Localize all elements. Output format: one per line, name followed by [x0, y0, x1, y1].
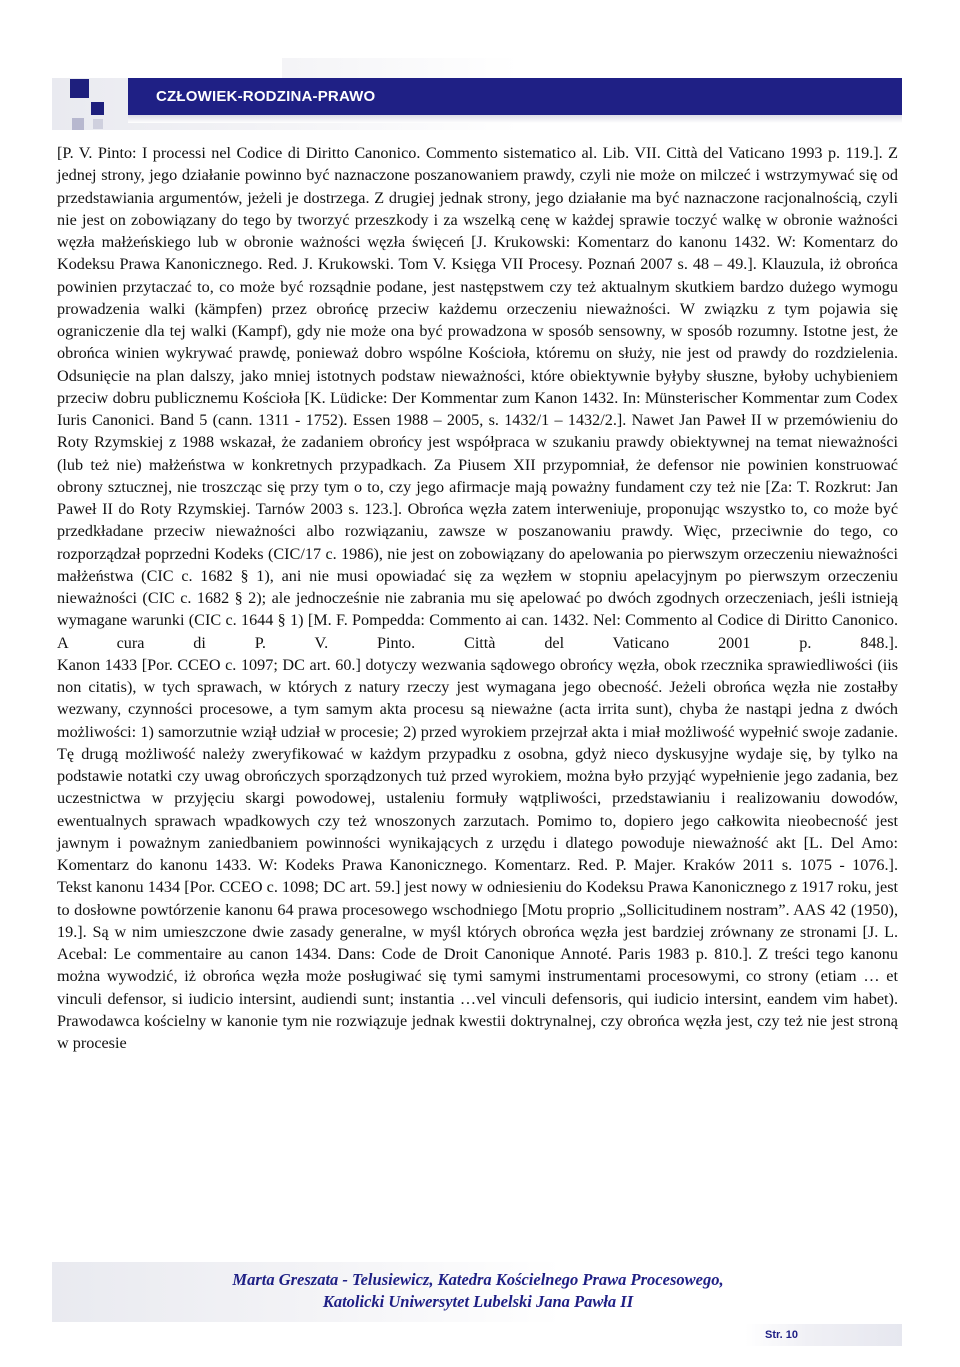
header-square-icon: [91, 102, 104, 115]
paragraph: Kanon 1433 [Por. CCEO c. 1097; DC art. 60.] dotyczy wezwania sądowego obrońcy węzła, obok rzecznika sprawiedliwości (iis non citatis), w tych sprawach, w których z natury rzeczy jest wymagana jego obecność. Jeżeli obrońca węzła nie zostałby wezwany, czynności procesowe, a tym samym akta procesu są nieważne (acta irrita sunt), chyba że nastąpi jedna z dwóch możliwości: 1) samorzutnie wziął udział w procesie; 2) przed wyrokiem przejrzał akta i miał możliwość wypełnić swoje zadanie. Tę drugą możliwość należy zweryfikować w każdym przypadku z osobna, gdyż nieco dyskusyjne wydaje się, by tylko na podstawie notatki czy uwag obrończych sporządzonych tuż przed wyrokiem, można było przyjąć wypełnienie jego zadania, bez uczestnictwa w przyjęciu skargi powodowej, ustaleniu formuły wątpliwości, przedstawianiu i realizowaniu dowodów, ewentualnych sprawach wpadkowych czy też wnoszonych zarzutach. Pomimo to, dopiero jego całkowita nieobecność jest jawnym i poważnym zaniedbaniem powinności wynikających z urzędu i dlatego powoduje nieważność akt [L. Del Amo: Komentarz do kanonu 1433. W: Kodeks Prawa Kanonicznego. Komentarz. Red. P. Majer. Kraków 2011 s. 1075 - 1076.].: [57, 655, 898, 874]
header-shadow: [128, 115, 902, 123]
footer-affiliation: Katolicki Uniwersytet Lubelski Jana Pawła II: [322, 1292, 634, 1311]
document-body: [57, 142, 898, 1054]
header-square-icon: [72, 118, 84, 130]
header-square-icon: [70, 79, 89, 98]
journal-title: CZŁOWIEK-RODZINA-PRAWO: [156, 88, 376, 105]
paragraph: Tekst kanonu 1434 [Por. CCEO c. 1098; DC art. 59.] jest nowy w odniesieniu do Kodeksu Prawa Kanonicznego z 1917 roku, jest to dosłowne powtórzenie kanonu 64 prawa procesowego wschodniego [Motu proprio „Sollicitudinem nostram”. AAS 42 (1950), 19.]. Są w nim umieszczone dwie zasady generalne, w myśl których obrońca węzła jest bardziej zrównany ze stronami [J. L. Acebal: Le commentaire au canon 1434. Dans: Code de Droit Canonique Annoté. Paris 1983 p. 810.]. Z treści tego kanonu można wywodzić, iż obrońca węzła może posługiwać się tymi samymi instrumentami procesowymi, co strony (etiam … et vinculi defensor, si iudicio intersint, audiendi sunt; instantia …vel vinculi defensoris, qui iudicio intersint, eandem vim habet). Prawodawca kościelny w kanonie tym nie rozwiązuje jednak kwestii doktrynalnej, czy obrońca węzła jest, czy też nie jest stroną w procesie: [57, 878, 898, 1052]
paragraph: [P. V. Pinto: I processi nel Codice di Diritto Canonico. Commento sistematico al. Lib. VII. Città del Vaticano 1993 p. 119.]. Z jednej strony, jego działanie powinno być naznaczone poszanowaniem prawdy, czyli nie może on milczeć i wstrzymywać się od przedstawiania argumentów, jeżeli je dostrzega. Z drugiej jednak strony, jego działanie ma być naznaczone racjonalnością, czyli nie jest on zobowiązany do tego by tworzyć przeszkody i za wszelką cenę w każdej sprawie toczyć walkę w obronie ważności węzła małżeńskiego lub w obronie ważności węzła święceń [J. Krukowski: Komentarz do kanonu 1432. W: Komentarz do Kodeksu Prawa Kanonicznego. Red. J. Krukowski. Tom V. Księga VII Procesy. Poznań 2007 s. 48 – 49.]. Klauzula, iż obrońca powinien przytaczać to, co może być rozsądnie podane, jest następstwem czy też aktualnym skutkiem bardzo dużego wymogu prowadzenia walki (kämpfen) przez obrońcę przeciw każdemu orzeczeniu nieważności. W związku z tym pojawia się ograniczenie dla tej walki (Kampf), gdy nie może ona być prowadzona w sposób sensowny, w sposób rozumny. Istotne jest, że obrońca winien wykrywać prawdę, ponieważ dobro wspólne Kościoła, któremu on służy, nie jest od prawdy do rozdzielenia. Odsunięcie na plan dalszy, jako mniej istotnych podstaw nieważności, które obiektywnie byłyby słuszne, byłoby uchybieniem przeciw dobru publicznemu Kościoła [K. Lüdicke: Der Kommentar zum Kanon 1432. In: Münsterischer Kommentar zum Codex Iuris Canonici. Band 5 (cann. 1311 - 1752). Essen 1988 – 2005, s. 1432/1 – 1432/2.]. Nawet Jan Paweł II w przemówieniu do Roty Rzymskiej z 1988 wskazał, że zadaniem obrońcy jest współpraca w szukaniu prawdy obiektywnej na temat nieważności (lub też nie) małżeństwa w konkretnych przypadkach. Za Piusem XII przypomniał, że defensor nie powinien konstruować obrony sztucznej, nie troszcząc się przy tym o to, czy jego afirmacje mają poważny fundament czy też nie [Za: T. Rozkrut: Jan Paweł II do Roty Rzymskiej. Tarnów 2003 s. 123.]. Obrońca węzła zatem interweniuje, proponując wszystko to, co może być przedkładane przeciw nieważności albo rozwiązaniu, zawsze w poszanowaniu prawdy. Więc, przeciwnie do tego, co rozporządzał poprzedni Kodeks (CIC/17 c. 1986), nie jest on zobowiązany do apelowania po pierwszym orzeczeniu nieważności małżeństwa (CIC c. 1682 § 1), ani nie musi opowiadać się za węzłem w stopniu apelacyjnym po pierwszym orzeczeniu nieważności (CIC c. 1682 § 2); ale jednocześnie nie zabrania mu się apelować po dwóch zgodnych orzeczeniach, jeśli istnieją wymagane warunki (CIC c. 1644 § 1) [M. F. Pompedda: Commento ai can. 1432. Nel: Commento al Codice di Diritto Canonico. A cura di P. V. Pinto. Città del Vaticano 2001 p. 848.].: [57, 144, 898, 652]
page-number: Str. 10: [765, 1329, 799, 1341]
page-number-box: [745, 1324, 902, 1346]
header-square-icon: [93, 119, 103, 129]
header-notch: [52, 58, 282, 78]
footer-author: Marta Greszata - Telusiewicz, Katedra Kościelnego Prawa Procesowego,: [232, 1270, 724, 1289]
